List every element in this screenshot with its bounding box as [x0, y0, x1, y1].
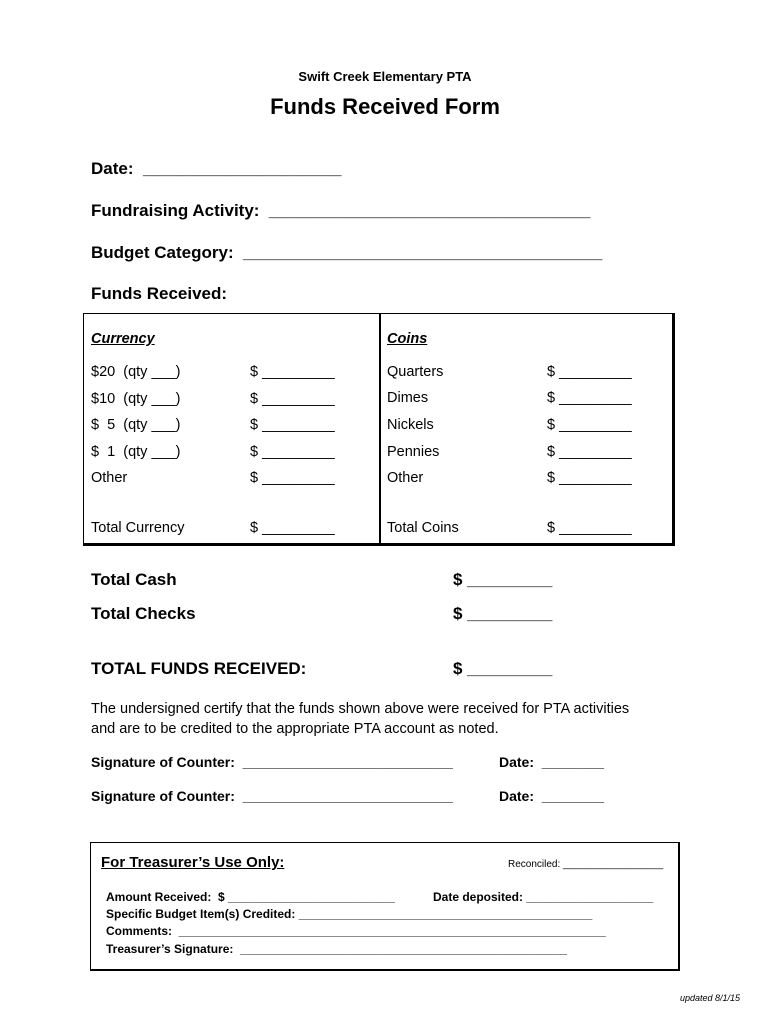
coin-row-label: Quarters: [387, 364, 444, 380]
currency-row-label[interactable]: $ 1 (qty ___): [91, 444, 181, 460]
total-currency-label: Total Currency: [91, 520, 185, 536]
coin-row-amount[interactable]: $ _________: [547, 390, 632, 406]
currency-row-amount[interactable]: $ _________: [250, 364, 335, 380]
total-funds-received-amount[interactable]: $ _________: [453, 659, 553, 678]
date-field[interactable]: Date: _____________________: [91, 159, 342, 178]
coin-row-amount[interactable]: $ _________: [547, 417, 632, 433]
form-title: Funds Received Form: [270, 94, 500, 119]
currency-row-amount[interactable]: $ _________: [250, 444, 335, 460]
treasurer-signature-field[interactable]: Treasurer’s Signature: _________________________________________________: [106, 942, 568, 956]
treasurer-box-title: For Treasurer’s Use Only:: [101, 854, 285, 871]
signature-of-counter-field[interactable]: Signature of Counter: ___________________________: [91, 788, 453, 804]
currency-row-amount[interactable]: $ _________: [250, 391, 335, 407]
certification-line-2: and are to be credited to the appropriate PTA account as noted.: [91, 721, 499, 737]
date-deposited-field[interactable]: Date deposited: ___________________: [433, 890, 654, 904]
budget-items-credited-field[interactable]: Specific Budget Item(s) Credited: ____________________________________________: [106, 907, 593, 921]
coin-row-amount[interactable]: $ _________: [547, 364, 632, 380]
currency-row-label[interactable]: $20 (qty ___): [91, 364, 181, 380]
budget-category-field[interactable]: Budget Category: ______________________________________: [91, 243, 603, 262]
certification-line-1: The undersigned certify that the funds shown above were received for PTA activities: [91, 701, 630, 717]
coin-row-label: Dimes: [387, 390, 429, 406]
table-divider: [379, 314, 381, 543]
currency-row-label: Other: [91, 470, 128, 486]
total-coins-label: Total Coins: [387, 520, 459, 536]
total-checks-label: Total Checks: [91, 604, 196, 623]
organization-name: Swift Creek Elementary PTA: [298, 69, 472, 84]
signature-date-field[interactable]: Date: ________: [499, 754, 605, 770]
coin-row-label: Other: [387, 470, 424, 486]
comments-field[interactable]: Comments: ________________________________________________________________: [106, 924, 606, 938]
amount-received-field[interactable]: Amount Received: $ _________________________: [106, 890, 395, 904]
total-cash-amount[interactable]: $ _________: [453, 570, 553, 589]
currency-row-label[interactable]: $ 5 (qty ___): [91, 417, 181, 433]
currency-row-amount[interactable]: $ _________: [250, 470, 335, 486]
signature-date-field[interactable]: Date: ________: [499, 788, 605, 804]
coin-row-amount[interactable]: $ _________: [547, 470, 632, 486]
funds-breakdown-table: [83, 313, 675, 546]
total-currency-amount[interactable]: $ _________: [250, 520, 335, 536]
coin-row-label: Nickels: [387, 417, 434, 433]
signature-of-counter-field[interactable]: Signature of Counter: ___________________________: [91, 754, 453, 770]
total-checks-amount[interactable]: $ _________: [453, 604, 553, 623]
funds-received-label: Funds Received:: [91, 284, 228, 303]
reconciled-field[interactable]: Reconciled: __________________: [508, 859, 664, 870]
coins-header: Coins: [387, 331, 428, 347]
coin-row-amount[interactable]: $ _________: [547, 444, 632, 460]
treasurer-use-box: [90, 842, 680, 971]
total-coins-amount[interactable]: $ _________: [547, 520, 632, 536]
fundraising-activity-field[interactable]: Fundraising Activity: __________________________________: [91, 201, 591, 220]
updated-date-note: updated 8/1/15: [680, 993, 741, 1003]
currency-row-amount[interactable]: $ _________: [250, 417, 335, 433]
total-funds-received-label: TOTAL FUNDS RECEIVED:: [91, 659, 307, 678]
currency-header: Currency: [91, 331, 155, 347]
currency-row-label[interactable]: $10 (qty ___): [91, 391, 181, 407]
coin-row-label: Pennies: [387, 444, 440, 460]
total-cash-label: Total Cash: [91, 570, 177, 589]
